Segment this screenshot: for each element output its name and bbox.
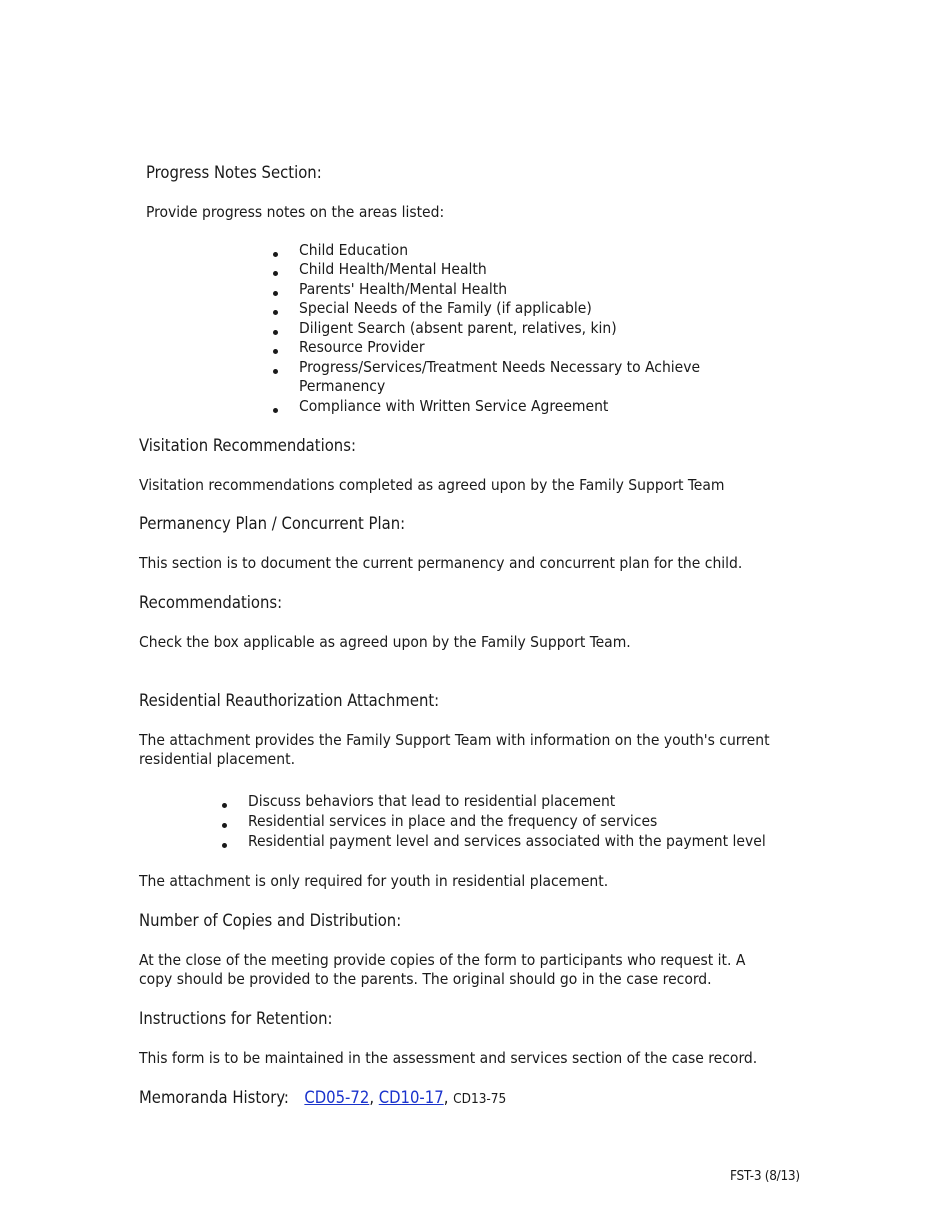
bullet-icon xyxy=(273,330,278,335)
memo-cd13-75: CD13-75 xyxy=(453,1091,507,1107)
progress-notes-intro: Provide progress notes on the areas listed: xyxy=(146,203,445,221)
recommendations-text: Check the box applicable as agreed upon by the Family Support Team. xyxy=(139,633,631,651)
bullet-icon xyxy=(273,252,278,257)
retention-heading: Instructions for Retention: xyxy=(139,1009,333,1028)
bullet-icon xyxy=(222,823,227,828)
memo-link-cd05-72[interactable]: CD05-72 xyxy=(304,1088,370,1107)
bullet-icon xyxy=(273,349,278,354)
form-id: FST-3 (8/13) xyxy=(730,1168,800,1184)
list-item-label: Discuss behaviors that lead to residential placement xyxy=(248,792,616,810)
list-item-label: Residential payment level and services associated with the payment level xyxy=(248,832,766,850)
list-item-label: Special Needs of the Family (if applicable) xyxy=(299,299,592,317)
list-item-label: Compliance with Written Service Agreement xyxy=(299,397,609,415)
residential-text-line2: residential placement. xyxy=(139,750,295,768)
list-item-label: Diligent Search (absent parent, relatives, kin) xyxy=(299,319,617,337)
memo-separator: , xyxy=(369,1088,375,1107)
list-item-label: Resource Provider xyxy=(299,338,425,356)
residential-heading: Residential Reauthorization Attachment: xyxy=(139,691,440,710)
list-item-continuation: Permanency xyxy=(299,377,386,395)
bullet-icon xyxy=(273,310,278,315)
memoranda-label: Memoranda History: xyxy=(139,1088,289,1107)
recommendations-heading: Recommendations: xyxy=(139,593,283,612)
visitation-text: Visitation recommendations completed as agreed upon by the Family Support Team xyxy=(139,476,725,494)
retention-text: This form is to be maintained in the assessment and services section of the case record. xyxy=(139,1049,758,1067)
memo-link-cd10-17[interactable]: CD10-17 xyxy=(378,1088,444,1107)
list-item-label: Progress/Services/Treatment Needs Necessary to Achieve xyxy=(299,358,701,376)
residential-text-line1: The attachment provides the Family Support Team with information on the youth's current xyxy=(139,731,770,749)
bullet-icon xyxy=(273,271,278,276)
bullet-icon xyxy=(273,369,278,374)
bullet-icon xyxy=(273,408,278,413)
memo-separator: , xyxy=(443,1088,449,1107)
list-item-label: Child Education xyxy=(299,241,409,259)
visitation-heading: Visitation Recommendations: xyxy=(139,436,356,455)
copies-text-line2: copy should be provided to the parents. The original should go in the case record. xyxy=(139,970,712,988)
permanency-heading: Permanency Plan / Concurrent Plan: xyxy=(139,514,406,533)
list-item-label: Parents' Health/Mental Health xyxy=(299,280,508,298)
progress-notes-heading: Progress Notes Section: xyxy=(146,163,322,182)
list-item-label: Residential services in place and the frequency of services xyxy=(248,812,658,830)
copies-text-line1: At the close of the meeting provide copies of the form to participants who request it. A xyxy=(139,951,746,969)
copies-heading: Number of Copies and Distribution: xyxy=(139,911,402,930)
permanency-text: This section is to document the current permanency and concurrent plan for the child. xyxy=(139,554,743,572)
residential-note: The attachment is only required for youth in residential placement. xyxy=(139,872,609,890)
bullet-icon xyxy=(222,843,227,848)
memoranda-history xyxy=(139,1088,506,1107)
bullet-icon xyxy=(273,291,278,296)
bullet-icon xyxy=(222,803,227,808)
list-item-label: Child Health/Mental Health xyxy=(299,260,487,278)
